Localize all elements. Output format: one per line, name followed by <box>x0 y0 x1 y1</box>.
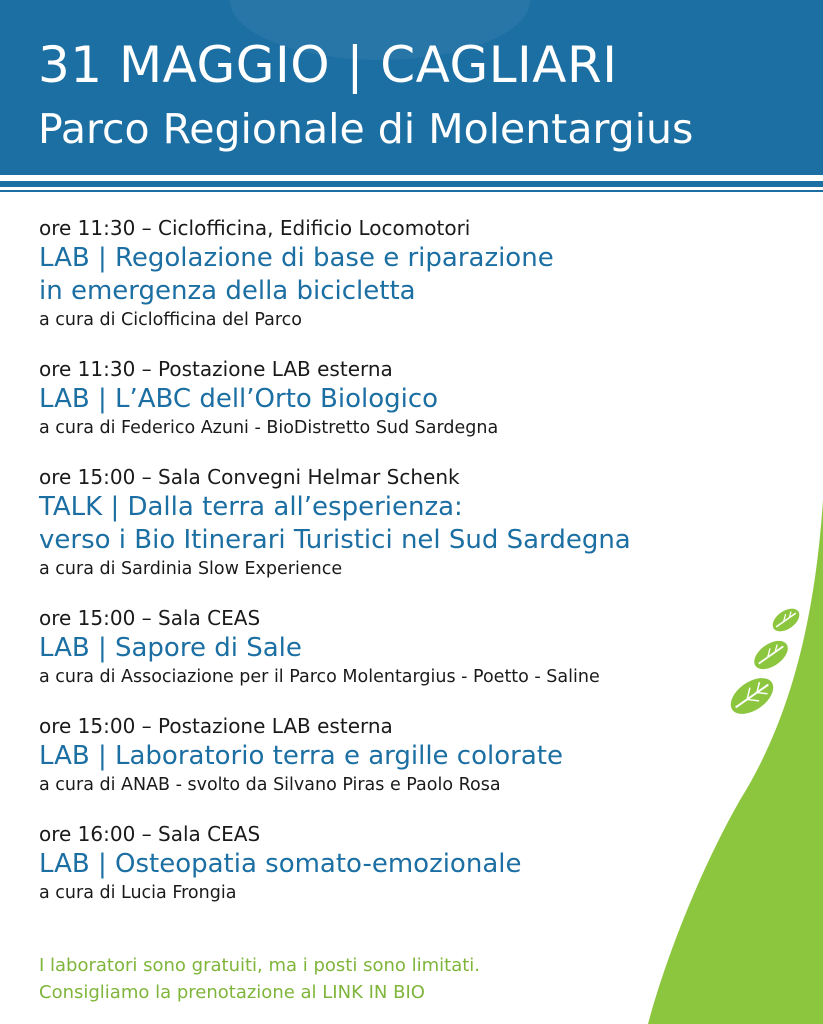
event-date-city: 31 MAGGIO | CAGLIARI <box>38 36 618 94</box>
event-item <box>39 820 809 905</box>
event-title: LAB | Osteopatia somato-emozionale <box>39 849 522 879</box>
event-time-place: ore 15:00 – Postazione LAB esterna <box>39 714 393 738</box>
event-organizer: a cura di Ciclofficina del Parco <box>39 310 302 330</box>
event-organizer: a cura di Sardinia Slow Experience <box>39 559 343 579</box>
event-organizer: a cura di Lucia Frongia <box>39 883 237 903</box>
event-title: LAB | Laboratorio terra e argille colorate <box>39 741 563 771</box>
event-item <box>39 355 809 440</box>
event-venue: Parco Regionale di Molentargius <box>38 105 694 153</box>
event-title: TALK | Dalla terra all’esperienza: <box>39 492 463 522</box>
event-organizer: a cura di ANAB - svolto da Silvano Piras e Paolo Rosa <box>39 775 501 795</box>
event-organizer: a cura di Associazione per il Parco Molentargius - Poetto - Saline <box>39 667 600 687</box>
event-time-place: ore 11:30 – Ciclofficina, Edificio Locomotori <box>39 216 471 240</box>
event-item <box>39 712 809 797</box>
event-item <box>39 214 809 332</box>
footer-line-booking: Consigliamo la prenotazione al LINK IN BIO <box>39 982 425 1003</box>
footer-line-free-labs: I laboratori sono gratuiti, ma i posti sono limitati. <box>39 955 481 976</box>
event-time-place: ore 15:00 – Sala CEAS <box>39 606 261 630</box>
event-item <box>39 463 809 581</box>
footer-note <box>39 952 480 1006</box>
event-title-line-2: verso i Bio Itinerari Turistici nel Sud Sardegna <box>39 525 631 555</box>
event-title: LAB | L’ABC dell’Orto Biologico <box>39 384 439 414</box>
event-organizer: a cura di Federico Azuni - BioDistretto Sud Sardegna <box>39 418 499 438</box>
event-time-place: ore 16:00 – Sala CEAS <box>39 822 261 846</box>
event-title-line-2: in emergenza della bicicletta <box>39 276 416 306</box>
events-list <box>39 214 809 928</box>
event-time-place: ore 15:00 – Sala Convegni Helmar Schenk <box>39 465 460 489</box>
event-item <box>39 604 809 689</box>
event-time-place: ore 11:30 – Postazione LAB esterna <box>39 357 393 381</box>
event-title: LAB | Regolazione di base e riparazione <box>39 243 554 273</box>
event-title: LAB | Sapore di Sale <box>39 633 302 663</box>
